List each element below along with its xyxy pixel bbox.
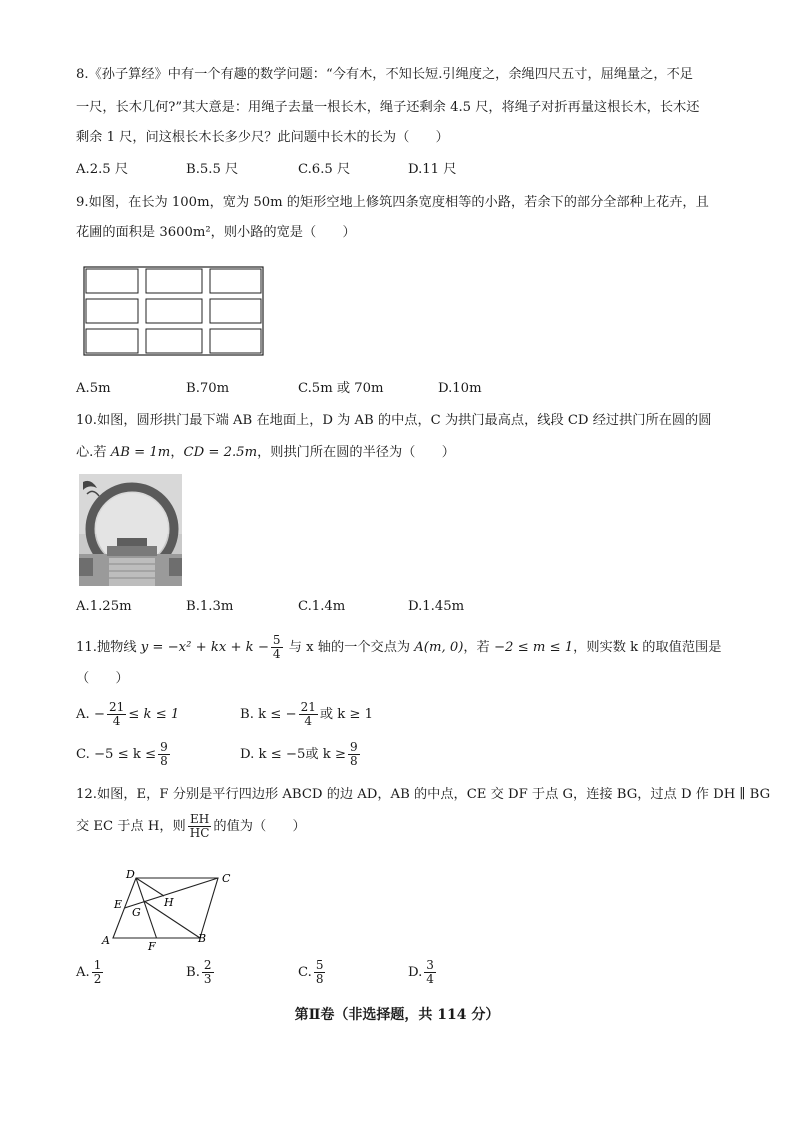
q12-opta-frac <box>92 959 104 986</box>
q9-option-d: D.10m <box>438 381 482 396</box>
q11-opta-den: 4 <box>112 714 121 728</box>
q12-option-d <box>408 958 438 988</box>
q12-optb-pre: B. <box>186 965 200 980</box>
q12-optd-pre: D. <box>408 965 423 980</box>
q8-line-1: 8.《孙子算经》中有一个有趣的数学问题：“今有木，不知长短.引绳度之，余绳四尺五寸，屈绳量之，不足 <box>76 67 693 82</box>
q11-optb-post: 或 k ≥ 1 <box>319 707 374 722</box>
q12-optc-frac <box>314 959 326 986</box>
q11-optc-num: 9 <box>160 740 168 754</box>
q12-optb-den: 3 <box>203 972 212 986</box>
q12-optc-num: 5 <box>315 958 324 972</box>
q12-ratio-frac <box>188 813 212 840</box>
q11-option-a <box>76 700 179 730</box>
q12-optb-frac <box>202 959 214 986</box>
q11-opta-post: ≤ k ≤ 1 <box>128 707 180 722</box>
q11-optb-den: 4 <box>304 714 313 728</box>
q9-garden-figure <box>83 266 264 356</box>
q10-arch-photo <box>79 474 182 586</box>
q11-line-1 <box>76 634 721 661</box>
parallelogram-diagram <box>98 864 248 954</box>
q12-line-1: 12.如图，E，F 分别是平行四边形 ABCD 的边 AD，AB 的中点，CE 交 DF 于点 G，连接 BG，过点 D 作 DH ∥ BG <box>76 787 771 802</box>
q11-parabola-expr: y = −x² + kx + k − <box>140 640 269 655</box>
q12-parallelogram-figure <box>98 864 248 954</box>
q11-optd-pre: D. k ≤ −5或 k ≥ <box>240 747 346 762</box>
label-c: C <box>222 872 231 885</box>
q10-cd-expr: CD = 2.5m <box>183 445 258 460</box>
q12-optd-num: 3 <box>426 958 434 972</box>
q11-optd-frac <box>348 741 360 768</box>
q12-optc-pre: C. <box>298 965 312 980</box>
q11-optd-den: 8 <box>349 754 358 768</box>
q11-frac-num: 5 <box>272 633 281 647</box>
q12-ratio-den: HC <box>189 826 210 840</box>
q11-if-text: ，若 <box>463 640 494 655</box>
q9-option-c: C.5m 或 70m <box>298 381 384 396</box>
q8-option-b: B.5.5 尺 <box>186 162 239 177</box>
q11-optb-num: 21 <box>300 700 316 714</box>
q10-l2-part-e: ，则拱门所在圆的半径为（ ） <box>257 445 455 460</box>
label-f: F <box>148 940 156 953</box>
q12-ratio-num: EH <box>188 813 212 827</box>
q12-option-c <box>298 958 327 988</box>
q10-option-c: C.1.4m <box>298 599 346 614</box>
q12-line-2 <box>76 812 306 842</box>
moon-gate-photo <box>79 474 182 586</box>
q12-opta-pre: A. <box>76 965 90 980</box>
label-g: G <box>132 906 141 919</box>
q11-point-a: A(m, 0) <box>414 640 464 655</box>
q11-optb-frac <box>299 701 318 728</box>
q11-option-b <box>240 700 373 730</box>
q8-option-c: C.6.5 尺 <box>298 162 351 177</box>
q11-opta-pre: A. − <box>76 707 105 722</box>
q11-mid-text: 与 x 轴的一个交点为 <box>284 640 415 655</box>
q11-optc-pre: C. −5 ≤ k ≤ <box>76 747 157 762</box>
q10-option-d: D.1.45m <box>408 599 465 614</box>
q12-optd-den: 4 <box>426 972 434 986</box>
q10-line-2 <box>76 444 455 462</box>
q9-option-a: A.5m <box>76 381 111 396</box>
q9-line-1: 9.如图，在长为 100m，宽为 50m 的矩形空地上修筑四条宽度相等的小路，若余下的部分全部种上花卉，且 <box>76 195 709 210</box>
q11-fraction <box>271 634 283 661</box>
q11-tail-text: ，则实数 k 的取值范围是 <box>573 640 722 655</box>
q8-line-2: 一尺，长木几何?”其大意是：用绳子去量一根长木，绳子还剩余 4.5 尺，将绳子对折再量这根长木，长木还 <box>76 100 700 115</box>
q8-line-3: 剩余 1 尺，问这根长木长多少尺？此问题中长木的长为（ ） <box>76 130 449 145</box>
q9-option-b: B.70m <box>186 381 230 396</box>
q11-option-d <box>240 740 362 770</box>
q11-option-c <box>76 740 172 770</box>
q11-optc-frac <box>158 741 170 768</box>
q10-line-1: 10.如图，圆形拱门最下端 AB 在地面上，D 为 AB 的中点，C 为拱门最高点，线段 CD 经过拱门所在圆的圆 <box>76 413 712 428</box>
garden-plot-diagram <box>83 266 264 356</box>
label-h: H <box>164 896 174 909</box>
q11-optd-num: 9 <box>349 740 358 754</box>
q11-frac-den: 4 <box>272 647 281 661</box>
q11-prefix: 11.抛物线 <box>76 640 141 655</box>
q10-option-b: B.1.3m <box>186 599 234 614</box>
label-b: B <box>198 932 207 945</box>
section-title: 第Ⅱ卷（非选择题，共 114 分） <box>294 1007 500 1023</box>
q12-option-a <box>76 958 105 988</box>
q12-option-b <box>186 958 216 988</box>
q10-option-a: A.1.25m <box>76 599 132 614</box>
q12-optc-den: 8 <box>315 972 324 986</box>
q12-optd-frac <box>424 959 436 986</box>
q11-line-2: （ ） <box>76 671 129 686</box>
q10-l2-part-c: ， <box>170 445 184 460</box>
label-a: A <box>102 934 110 947</box>
q12-l2-suffix: 的值为（ ） <box>213 819 306 834</box>
q11-optc-den: 8 <box>160 754 168 768</box>
q11-opta-num: 21 <box>108 700 125 714</box>
q12-optb-num: 2 <box>203 958 212 972</box>
q10-l2-part-a: 心.若 <box>76 445 111 460</box>
q12-opta-num: 1 <box>93 958 102 972</box>
label-d: D <box>126 868 135 881</box>
q9-line-2: 花圃的面积是 3600m²，则小路的宽是（ ） <box>76 225 356 240</box>
q10-ab-expr: AB = 1m <box>110 445 171 460</box>
q12-l2-prefix: 交 EC 于点 H，则 <box>76 819 186 834</box>
q11-m-range: −2 ≤ m ≤ 1 <box>493 640 574 655</box>
label-e: E <box>114 898 123 911</box>
q8-option-d: D.11 尺 <box>408 162 457 177</box>
q11-optb-pre: B. k ≤ − <box>240 707 297 722</box>
q11-opta-frac <box>107 701 126 728</box>
q8-option-a: A.2.5 尺 <box>76 162 129 177</box>
q12-opta-den: 2 <box>93 972 102 986</box>
